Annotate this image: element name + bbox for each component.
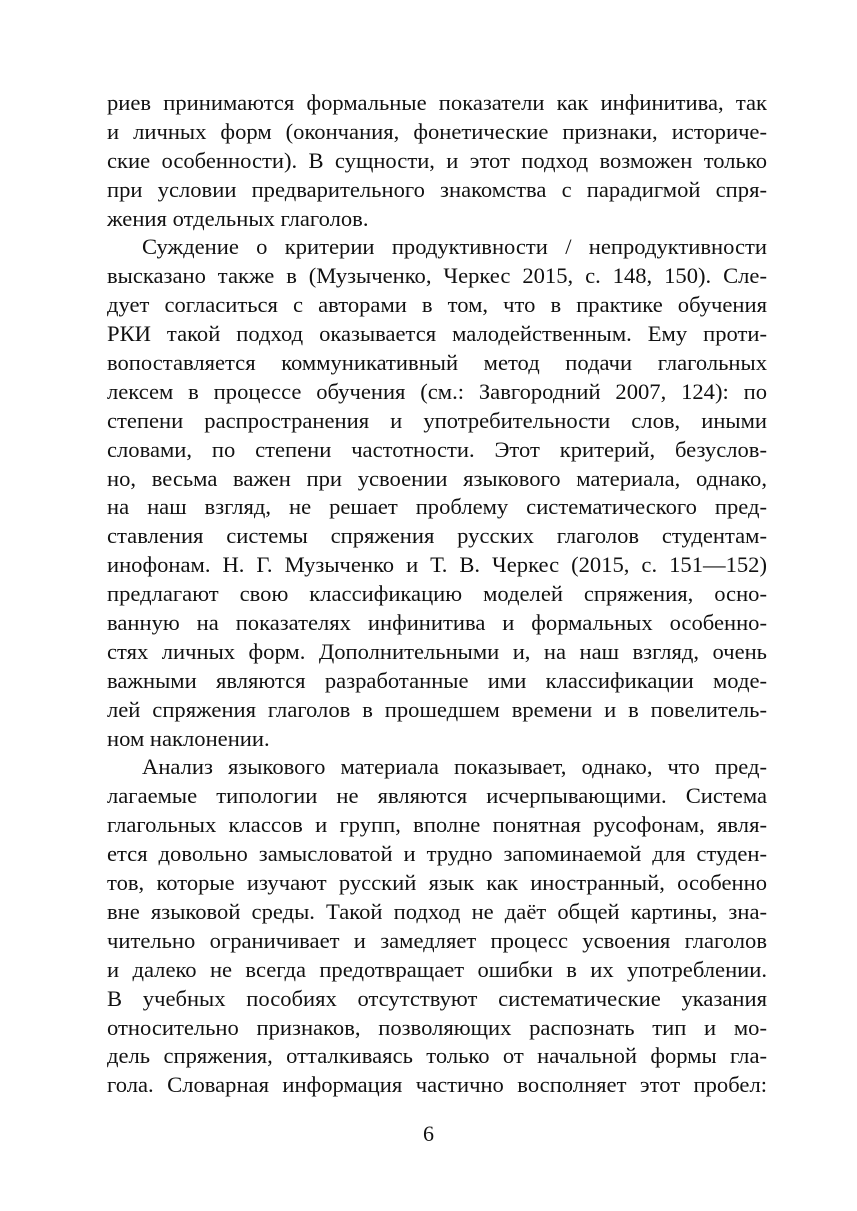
- text-line: лей спряжения глаголов в прошедшем времени и в повелитель-: [107, 696, 767, 722]
- text-line: ставления системы спряжения русских глаголов студентам-: [107, 523, 767, 549]
- text-line: при условии предварительного знакомства с парадигмой спря-: [107, 176, 767, 202]
- text-line: Суждение о критерии продуктивности / непродуктивности: [142, 234, 767, 260]
- text-line: ется довольно замысловатой и трудно запоминаемой для студен-: [107, 841, 767, 867]
- text-line: гола. Словарная информация частично восполняет этот пробел:: [107, 1072, 767, 1098]
- text-line: Анализ языкового материала показывает, однако, что пред-: [142, 754, 767, 780]
- text-line: но, весьма важен при усвоении языкового материала, однако,: [107, 465, 767, 491]
- paragraph: [107, 233, 767, 753]
- text-line: относительно признаков, позволяющих распознать тип и мо-: [107, 1014, 767, 1040]
- text-line: инофонам. Н. Г. Музыченко и Т. В. Черкес (2015, с. 151—152): [107, 552, 767, 578]
- text-line: ном наклонении.: [107, 725, 270, 751]
- text-line: ские особенности). В сущности, и этот подход возможен только: [107, 147, 767, 173]
- text-line: высказано также в (Музыченко, Черкес 2015, с. 148, 150). Сле-: [107, 263, 767, 289]
- text-line: ванную на показателях инфинитива и формальных особенно-: [107, 610, 767, 636]
- text-line: и далеко не всегда предотвращает ошибки в их употреблении.: [107, 956, 767, 982]
- text-line: важными являются разработанные ими классификации моде-: [107, 667, 767, 693]
- text-line: глагольных классов и групп, вполне понятная русофонам, явля-: [107, 812, 767, 838]
- text-line: чительно ограничивает и замедляет процесс усвоения глаголов: [107, 927, 767, 953]
- text-line: и личных форм (окончания, фонетические признаки, историче-: [107, 118, 767, 144]
- text-line: степени распространения и употребительности слов, иными: [107, 407, 767, 433]
- paragraph: [107, 753, 767, 1100]
- text-line: дель спряжения, отталкиваясь только от начальной формы гла-: [107, 1043, 767, 1069]
- text-line: словами, по степени частотности. Этот критерий, безуслов-: [107, 436, 767, 462]
- text-line: дует согласиться с авторами в том, что в практике обучения: [107, 292, 767, 318]
- text-line: РКИ такой подход оказывается малодейственным. Ему проти-: [107, 321, 767, 347]
- text-line: тов, которые изучают русский язык как иностранный, особенно: [107, 870, 767, 896]
- text-line: стях личных форм. Дополнительными и, на наш взгляд, очень: [107, 638, 767, 664]
- text-line: вопоставляется коммуникативный метод подачи глагольных: [107, 350, 767, 376]
- text-line: вне языковой среды. Такой подход не даёт общей картины, зна-: [107, 898, 767, 924]
- text-line: лагаемые типологии не являются исчерпывающими. Система: [107, 783, 767, 809]
- page-number: 6: [423, 1121, 434, 1146]
- text-line: риев принимаются формальные показатели как инфинитива, так: [107, 90, 767, 115]
- text-line: жения отдельных глаголов.: [107, 205, 369, 231]
- text-line: лексем в процессе обучения (см.: Завгородний 2007, 124): по: [107, 378, 767, 404]
- text-line: В учебных пособиях отсутствуют систематические указания: [107, 985, 767, 1011]
- page-body: [107, 89, 767, 1100]
- text-line: на наш взгляд, не решает проблему систематического пред-: [107, 494, 767, 520]
- paragraph: [107, 89, 767, 233]
- text-line: предлагают свою классификацию моделей спряжения, осно-: [107, 581, 767, 607]
